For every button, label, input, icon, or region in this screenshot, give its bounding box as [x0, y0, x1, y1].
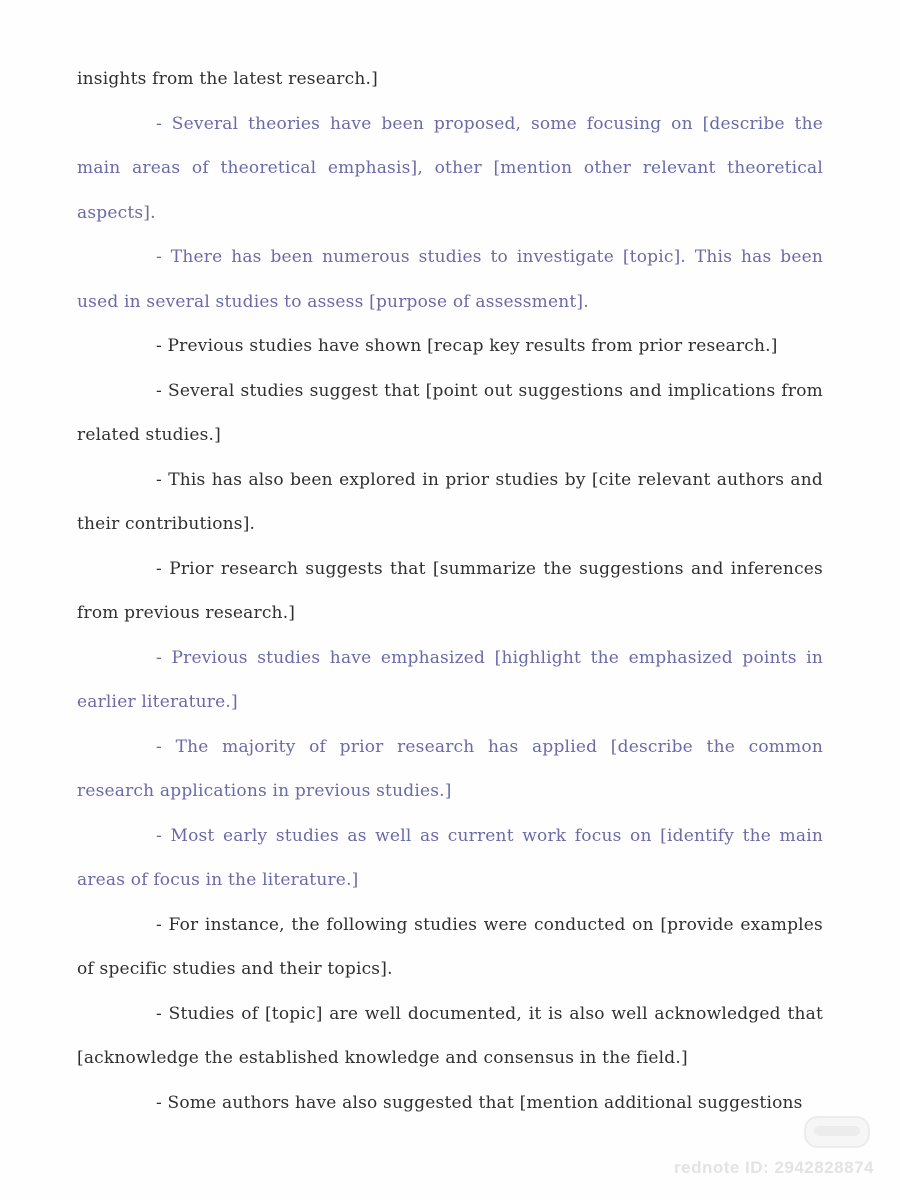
rednote-logo-inner — [814, 1126, 860, 1136]
paragraph-7: - Previous studies have emphasized [highlight the emphasized points in earlier literature.] — [77, 647, 823, 712]
rednote-logo-icon — [804, 1116, 870, 1148]
paragraph-2: - There has been numerous studies to investigate [topic]. This has been used in several studies to assess [purpose of assessment]. — [77, 247, 823, 312]
watermark-text: rednote ID: 2942828874 — [674, 1158, 874, 1177]
paragraph-10: - For instance, the following studies were conducted on [provide examples of specific studies and their topics]. — [77, 914, 823, 979]
paragraph-5: - This has also been explored in prior studies by [cite relevant authors and their contributions]. — [77, 469, 823, 534]
paragraph-8: - The majority of prior research has applied [describe the common research applications in previous studies.] — [77, 736, 823, 801]
paragraph-11: - Studies of [topic] are well documented, it is also well acknowledged that [acknowledge the established knowledge and consensus in the field.] — [77, 1003, 823, 1068]
paragraph-0: insights from the latest research.] — [77, 69, 378, 89]
paragraph-4: - Several studies suggest that [point out suggestions and implications from related studies.] — [77, 380, 823, 445]
paragraph-1: - Several theories have been proposed, some focusing on [describe the main areas of theoretical emphasis], other [mention other relevant theoretical aspects]. — [77, 113, 823, 223]
paragraph-3: - Previous studies have shown [recap key results from prior research.] — [156, 336, 778, 356]
paragraph-9: - Most early studies as well as current work focus on [identify the main areas of focus in the literature.] — [77, 825, 823, 890]
document-body — [77, 57, 823, 1125]
paragraph-6: - Prior research suggests that [summarize the suggestions and inferences from previous research.] — [77, 558, 823, 623]
paragraph-12: - Some authors have also suggested that [mention additional suggestions — [156, 1092, 803, 1113]
